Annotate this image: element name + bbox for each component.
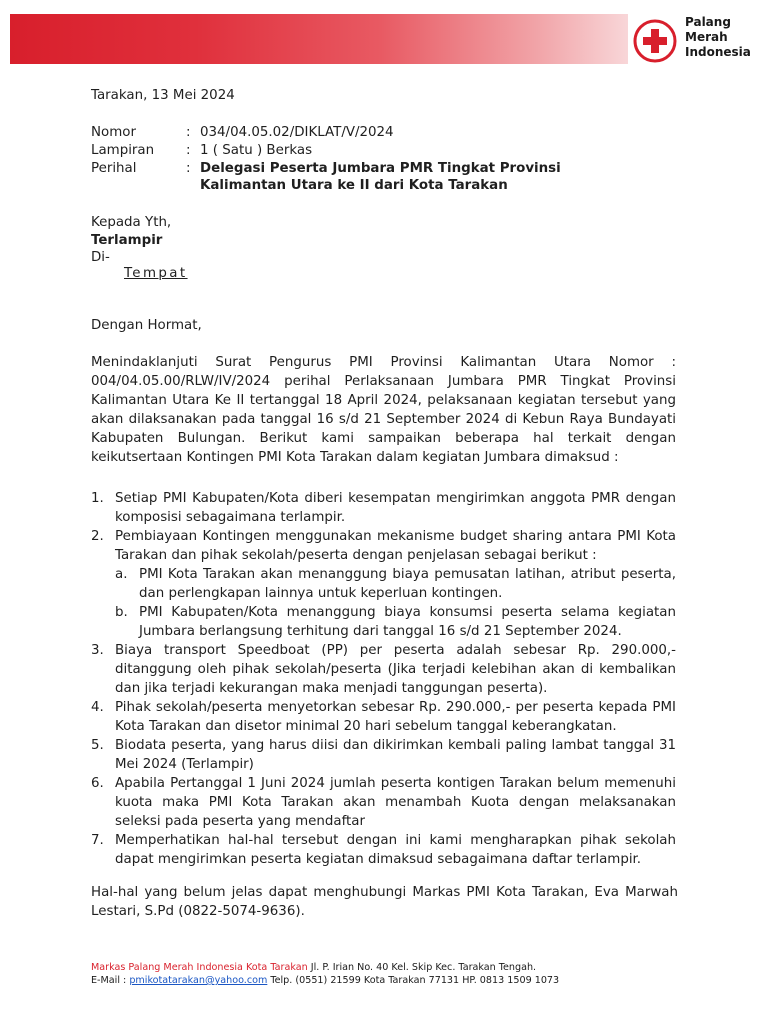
- sub-list-item: [115, 603, 676, 641]
- organization-name-line: Indonesia: [685, 45, 751, 59]
- meta-value-nomor: 034/04.05.02/DIKLAT/V/2024: [200, 125, 394, 140]
- footer-email-label: E-Mail :: [91, 975, 130, 986]
- footer-org-name: Markas Palang Merah Indonesia Kota Tarakan: [91, 962, 308, 973]
- list-item-text: Apabila Pertanggal 1 Juni 2024 jumlah peserta kontigen Tarakan belum memenuhi kuota maka PMI Kota Tarakan akan menambah Kuota dengan melaksanakan seleksi pada peserta yang mendaftar: [115, 776, 676, 829]
- intro-paragraph: Menindaklanjuti Surat Pengurus PMI Provinsi Kalimantan Utara Nomor : 004/04.05.00/RLW/IV/2024 perihal Perlaksanaan Jumbara PMR Tingkat Provinsi Kalimantan Utara Ke II tertanggal 18 April 2024, pelaksanaan kegiatan tersebut yang akan dilaksanakan pada tanggal 16 s/d 21 September 2024 di Kebun Raya Bundayati Kabupaten Bulungan. Berikut kami sampaikan beberapa hal terkait dengan keikutsertaan Kontingen PMI Kota Tarakan dalam kegiatan Jumbara dimaksud :: [91, 355, 676, 465]
- recipient-salutation: Kepada Yth,: [91, 215, 172, 230]
- list-item-text: Biaya transport Speedboat (PP) per peserta adalah sebesar Rp. 290.000,- ditanggung oleh pihak sekolah/peserta (Jika terjadi kelebihan akan di kembalikan dan jika terjadi kekurangan maka menjadi tanggungan peserta).: [115, 643, 676, 696]
- meta-value-perihal-line2: Kalimantan Utara ke II dari Kota Tarakan: [200, 178, 508, 193]
- list-item-text: Pembiayaan Kontingen menggunakan mekanisme budget sharing antara PMI Kota Tarakan dan pihak sekolah/peserta dengan penjelasan sebagai berikut :: [115, 529, 676, 563]
- meta-colon: :: [186, 125, 191, 140]
- list-item-number: 2.: [91, 529, 104, 544]
- list-item-text: Pihak sekolah/peserta menyetorkan sebesar Rp. 290.000,- per peserta kepada PMI Kota Tarakan dan disetor minimal 20 hari sebelum tanggal keberangkatan.: [115, 700, 676, 734]
- organization-name-line: Palang: [685, 15, 731, 29]
- terms-list: [91, 489, 676, 869]
- sub-list-item-letter: b.: [115, 605, 128, 620]
- greeting: Dengan Hormat,: [91, 318, 202, 333]
- list-item-number: 1.: [91, 491, 104, 506]
- organization-name-line: Merah: [685, 30, 728, 44]
- list-item: [91, 831, 676, 869]
- red-cross-logo-icon: [632, 18, 678, 64]
- meta-value-perihal: Delegasi Peserta Jumbara PMR Tingkat Provinsi: [200, 161, 561, 176]
- meta-label-perihal: Perihal: [91, 161, 137, 176]
- meta-colon: :: [186, 143, 191, 158]
- list-item-text: Biodata peserta, yang harus diisi dan dikirimkan kembali paling lambat tanggal 31 Mei 2024 (Terlampir): [115, 738, 676, 772]
- meta-colon: :: [186, 161, 191, 176]
- list-item: [91, 774, 676, 831]
- list-item-number: 6.: [91, 776, 104, 791]
- list-item-number: 4.: [91, 700, 104, 715]
- list-item-number: 7.: [91, 833, 104, 848]
- meta-value-lampiran: 1 ( Satu ) Berkas: [200, 143, 313, 158]
- sub-list-item-letter: a.: [115, 567, 128, 582]
- letter-date: Tarakan, 13 Mei 2024: [91, 88, 235, 103]
- sub-list-item-text: PMI Kabupaten/Kota menanggung biaya konsumsi peserta selama kegiatan Jumbara berlangsung terhitung dari tanggal 16 s/d 21 September 2024.: [139, 605, 676, 639]
- footer-contact: [91, 974, 559, 987]
- letterhead-band: [10, 14, 628, 64]
- organization-name: [685, 15, 751, 60]
- recipient-di: Di-: [91, 250, 110, 265]
- footer-email-link[interactable]: pmikotatarakan@yahoo.com: [129, 975, 268, 986]
- list-item: [91, 641, 676, 698]
- recipient-name: Terlampir: [91, 233, 163, 248]
- list-item-text: Setiap PMI Kabupaten/Kota diberi kesempatan mengirimkan anggota PMR dengan komposisi sebagaimana terlampir.: [115, 491, 676, 525]
- list-item: [91, 698, 676, 736]
- sub-list: [115, 565, 676, 641]
- list-item: [91, 527, 676, 641]
- list-item-number: 3.: [91, 643, 104, 658]
- footer-address-text: Jl. P. Irian No. 40 Kel. Skip Kec. Tarakan Tengah.: [307, 962, 537, 973]
- sub-list-item: [115, 565, 676, 603]
- footer-address: [91, 961, 536, 974]
- list-item: [91, 489, 676, 527]
- meta-label-nomor: Nomor: [91, 125, 136, 140]
- list-item-text: Memperhatikan hal-hal tersebut dengan ini kami mengharapkan pihak sekolah dapat mengirimkan peserta kegiatan dimaksud sebagaimana daftar terlampir.: [115, 833, 676, 867]
- list-item-number: 5.: [91, 738, 104, 753]
- closing-paragraph: Hal-hal yang belum jelas dapat menghubungi Markas PMI Kota Tarakan, Eva Marwah Lestari, S.Pd (0822-5074-9636).: [91, 885, 678, 919]
- sub-list-item-text: PMI Kota Tarakan akan menanggung biaya pemusatan latihan, atribut peserta, dan perlengkapan lainnya untuk keperluan kontingen.: [139, 567, 676, 601]
- list-item: [91, 736, 676, 774]
- meta-label-lampiran: Lampiran: [91, 143, 155, 158]
- footer-contact-text: Telp. (0551) 21599 Kota Tarakan 77131 HP. 0813 1509 1073: [267, 975, 560, 986]
- recipient-place: Tempat: [124, 266, 188, 281]
